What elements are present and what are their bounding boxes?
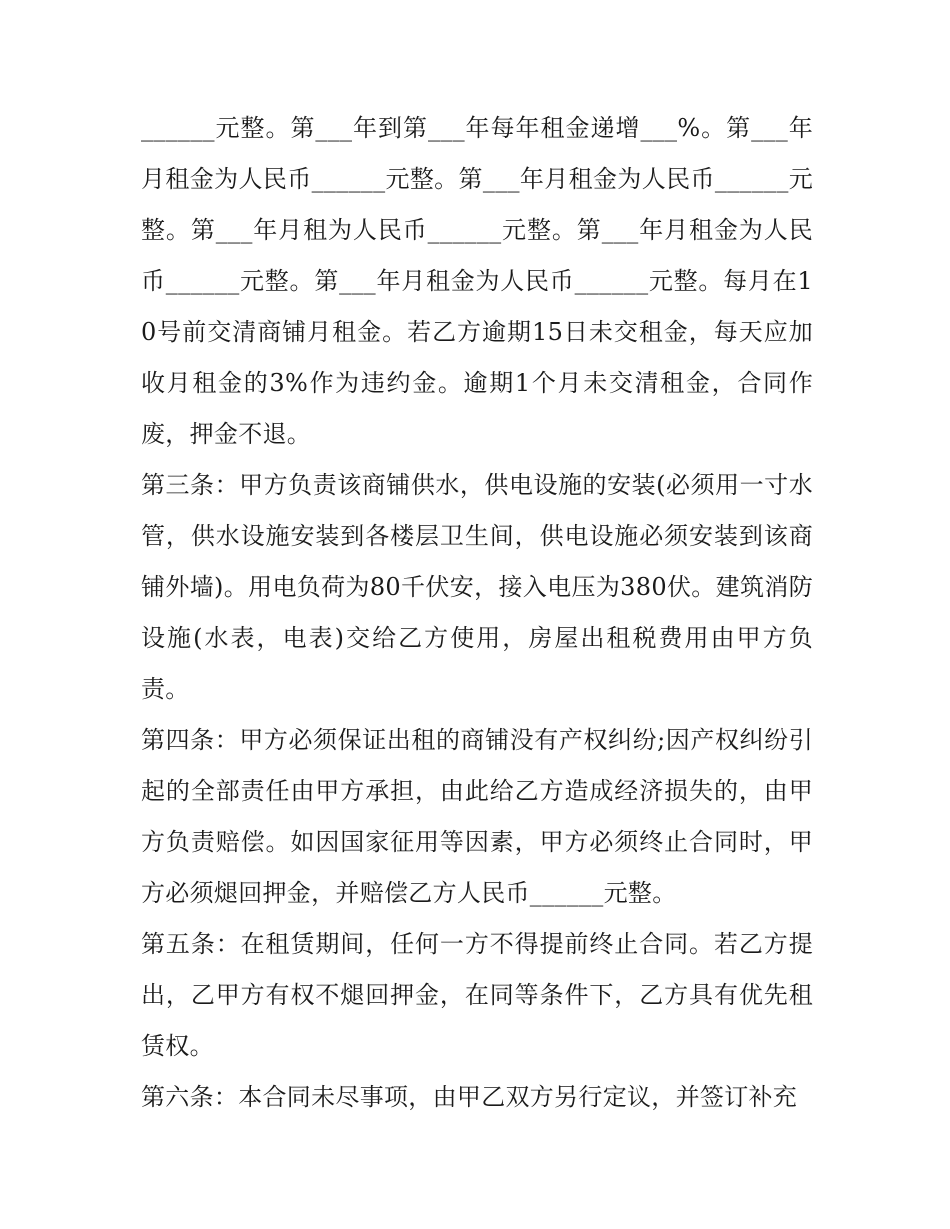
- rent-terms-paragraph: ______元整。第___年到第___年每年租金递增___%。第___年月租金为人民币______元整。第___年月租金为人民币______元整。第___年月租为人民币______元整。第___年月租金为人民币______元整。第___年月租金为人民币______元整。每月在10号前交清商铺月租金。若乙方逾期15日未交租金，每天应加收月租金的3%作为违约金。逾期1个月未交清租金，合同作废，押金不退。: [141, 114, 813, 448]
- article-three-paragraph: 第三条：甲方负责该商铺供水，供电设施的安装(必须用一寸水管，供水设施安装到各楼层卫生间，供电设施必须安装到该商铺外墙)。用电负荷为80千伏安，接入电压为380伏。建筑消防设施(水表，电表)交给乙方使用，房屋出租税费用由甲方负责。: [141, 471, 813, 703]
- article-six-paragraph: 第六条：本合同未尽事项，由甲乙双方另行定议，并签订补充: [141, 1083, 798, 1111]
- document-body: [141, 103, 813, 1123]
- article-five-paragraph: 第五条：在租赁期间，任何一方不得提前终止合同。若乙方提出，乙甲方有权不煺回押金，在同等条件下，乙方具有优先租赁权。: [141, 930, 813, 1060]
- article-four-paragraph: 第四条：甲方必须保证出租的商铺没有产权纠纷;因产权纠纷引起的全部责任由甲方承担，由此给乙方造成经济损失的，由甲方负责赔偿。如因国家征用等因素，甲方必须终止合同时，甲方必须煺回押金，并赔偿乙方人民币______元整。: [141, 726, 813, 907]
